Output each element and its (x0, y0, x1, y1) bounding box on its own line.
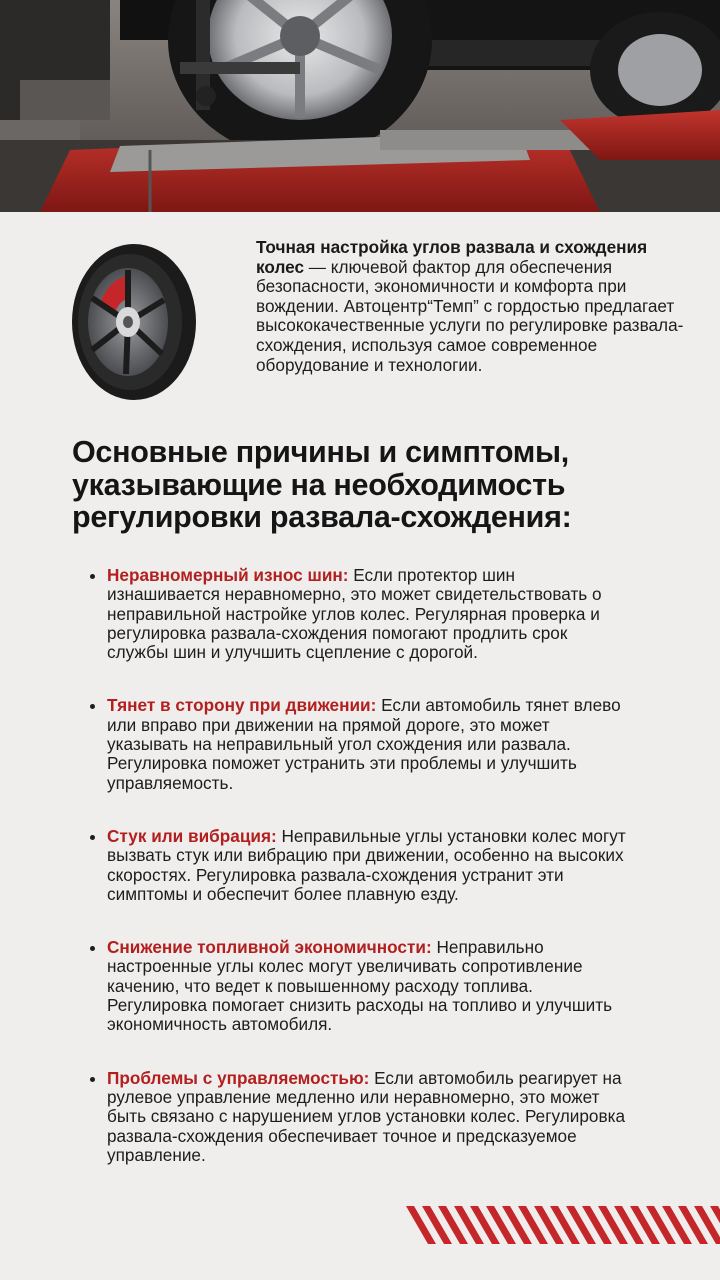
list-item-text: Неправильные углы установки колес могут вызвать стук или вибрацию при движении, особенно на высоких скоростях. Регулировка развала-схождения устранит эти симптомы и обеспечит более плавную езду. (107, 825, 626, 904)
alignment-lift-illustration (0, 0, 720, 212)
hero-photo (0, 0, 720, 212)
list-item-text: Неправильно настроенные углы колес могут увеличивать сопротивление качению, что ведет к повышенному расходу топлива. Регулировка помогает снизить расходы на топливо и улучшить экономичность автомобиля. (107, 937, 613, 1035)
symptoms-list (90, 566, 630, 1199)
wheel-image (68, 238, 196, 402)
list-item (90, 696, 630, 792)
list-item (90, 1069, 630, 1165)
hazard-stripes-icon (406, 1206, 720, 1244)
intro-bold-lead: Точная настройка углов развала и схождения колес (256, 237, 648, 277)
bullet-icon (90, 946, 95, 951)
bullet-icon (90, 835, 95, 840)
list-item (90, 827, 630, 904)
section-heading: Основные причины и симптомы, указывающие на необходимость регулировки развала-схождения: (72, 435, 572, 534)
list-item-text: Если протектор шин изнашивается неравномерно, это может свидетельствовать о неправильной настройке углов колес. Регулярная проверка и регулировка развала-схождения помогают продлить срок службы шин и улучшить сцепление с дорогой. (107, 565, 602, 663)
list-item-text: Если автомобиль реагирует на рулевое управление медленно или неравномерно, это может быть связано с нарушением углов установки колес. Регулировка развала-схождения обеспечивает точное и предсказуемое управление. (107, 1067, 626, 1165)
wheel-icon (68, 238, 196, 402)
intro-text: — ключевой фактор для обеспечения безопасности, экономичности и комфорта при вождении. Автоцентр“Темп” с гордостью предлагает высококачественные услуги по регулировке развала-схождения, используя самое современное оборудование и технологии. (256, 256, 684, 375)
bullet-icon (90, 574, 95, 579)
list-item-title: Тянет в сторону при движении: (107, 695, 377, 716)
decorative-stripes (406, 1206, 720, 1244)
intro-paragraph (256, 238, 696, 375)
bullet-icon (90, 1077, 95, 1082)
list-item-title: Снижение топливной экономичности: (107, 937, 432, 958)
bullet-icon (90, 704, 95, 709)
list-item (90, 938, 630, 1034)
list-item-title: Стук или вибрация: (107, 825, 277, 846)
list-item-title: Неравномерный износ шин: (107, 565, 349, 585)
list-item-text: Если автомобиль тянет влево или вправо при движении на прямой дороге, это может указывать на неправильный угол схождения или развала. Регулировка поможет устранить эти проблемы и улучшить управляемость. (107, 695, 621, 793)
list-item (90, 566, 630, 662)
list-item-title: Проблемы с управляемостью: (107, 1067, 370, 1088)
